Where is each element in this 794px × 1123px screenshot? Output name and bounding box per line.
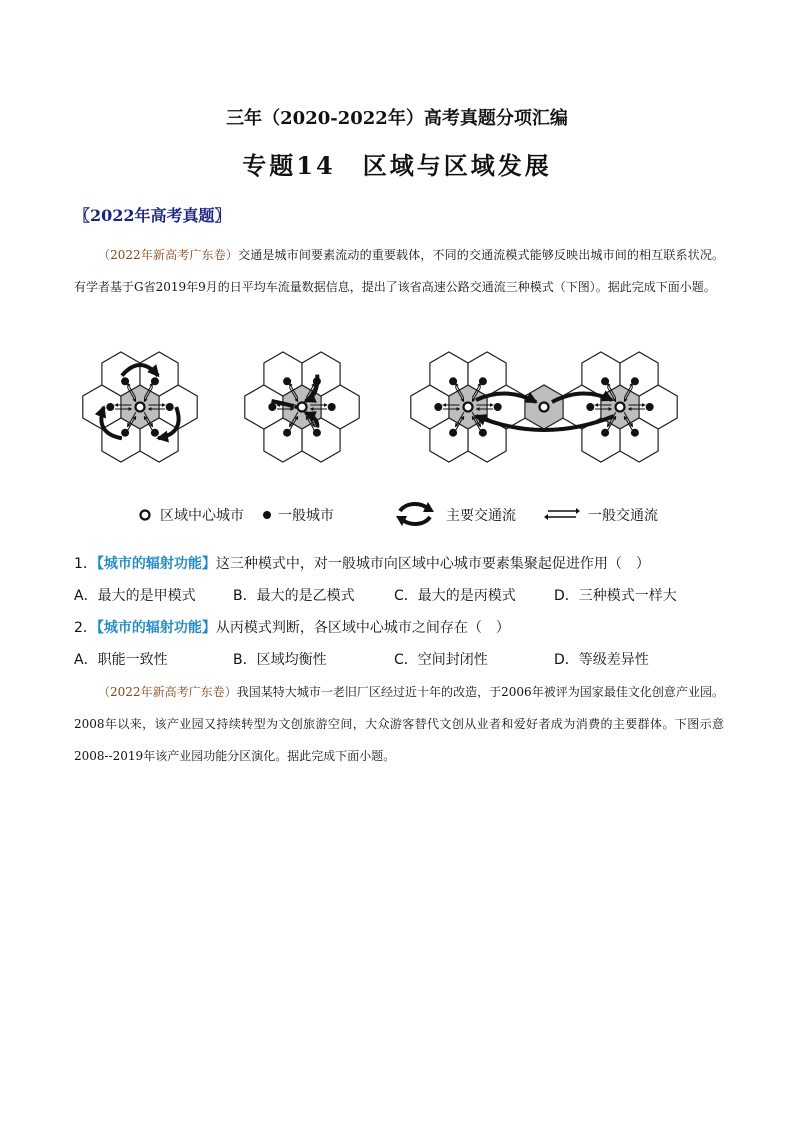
q1-option-a: A．最大的是甲模式 <box>74 588 196 604</box>
general-city-dot <box>646 403 654 411</box>
general-city-dot <box>479 377 487 385</box>
general-city-dot <box>283 377 291 385</box>
question-tag: 【城市的辐射功能】 <box>96 620 216 636</box>
general-city-dot <box>449 377 457 385</box>
q2-option-d: D．等级差异性 <box>554 652 649 668</box>
q2-option-b: B．区域均衡性 <box>233 652 327 668</box>
center-city-marker <box>136 403 145 412</box>
general-city-dot <box>631 429 639 437</box>
general-city-dot <box>601 429 609 437</box>
legend-main-flow: 主要交通流 <box>446 508 516 524</box>
q2-option-a: A．职能一致性 <box>74 652 168 668</box>
question-stem: 从丙模式判断，各区域中心城市之间存在（ ） <box>215 620 510 636</box>
question-1 <box>74 553 650 573</box>
q1-option-c: C．最大的是丙模式 <box>394 588 516 604</box>
figure-legend <box>138 500 698 530</box>
passage-2-source: （2022年新高考广东卷） <box>98 685 237 699</box>
center-city-marker <box>616 403 625 412</box>
passage-1 <box>74 239 724 303</box>
general-city-dot <box>121 377 129 385</box>
topic-title: 专题14 区域与区域发展 <box>242 151 552 180</box>
general-city-dot <box>434 403 442 411</box>
q1-option-d: D．三种模式一样大 <box>554 588 677 604</box>
general-city-dot <box>449 429 457 437</box>
general-city-dot <box>494 403 502 411</box>
general-city-dot <box>283 429 291 437</box>
passage-1-text: 交通是城市间要素流动的重要载体，不同的交通流模式能够反映出城市间的相互联系状况。有学者基于G省2019年9月的日平均车流量数据信息，提出了该省高速公路交通流三种模式（下图）。据此完成下面小题。 <box>74 248 724 294</box>
legend-general-city: 一般城市 <box>278 508 334 524</box>
legend-general-flow: 一般交通流 <box>588 508 658 524</box>
q2-option-c: C．空间封闭性 <box>394 652 488 668</box>
passage-2 <box>74 676 724 772</box>
traffic-pattern-figure <box>70 340 730 470</box>
passage-1-source: （2022年新高考广东卷） <box>98 248 239 262</box>
general-flow-arrow-icon <box>544 506 580 522</box>
question-tag: 【城市的辐射功能】 <box>96 556 216 572</box>
general-city-dot <box>601 377 609 385</box>
q1-option-b: B．最大的是乙模式 <box>233 588 355 604</box>
question-2 <box>74 617 510 637</box>
general-city-dot <box>586 403 594 411</box>
section-heading: 〖2022年高考真题〗 <box>74 206 231 225</box>
center-city-marker <box>464 403 473 412</box>
general-city-dot <box>106 403 114 411</box>
page-title: 三年（2020-2022年）高考真题分项汇编 <box>226 108 568 129</box>
main-flow-arrow-icon <box>394 500 436 528</box>
general-city-dot <box>479 429 487 437</box>
passage-2-text: 我国某特大城市一老旧厂区经过近十年的改造，于2006年被评为国家最佳文化创意产业园。2008年以来，该产业园又持续转型为文创旅游空间，大众游客替代文创从业者和爱好者成为消费的主要群体。下图示意2008--2019年该产业园功能分区演化。据此完成下面小题。 <box>74 685 724 763</box>
general-city-dot <box>151 377 159 385</box>
center-city-marker <box>540 403 549 412</box>
legend-center-city: 区域中心城市 <box>160 508 244 524</box>
general-city-marker-icon <box>262 510 272 520</box>
general-city-dot <box>328 403 336 411</box>
general-city-dot <box>631 377 639 385</box>
question-number: 1． <box>74 556 97 572</box>
center-city-marker-icon <box>138 508 152 522</box>
general-city-dot <box>313 429 321 437</box>
general-city-dot <box>121 429 129 437</box>
general-city-dot <box>151 429 159 437</box>
question-stem: 这三种模式中，对一般城市向区域中心城市要素集聚起促进作用（ ） <box>215 556 650 572</box>
general-city-dot <box>268 403 276 411</box>
general-city-dot <box>166 403 174 411</box>
center-city-marker <box>298 403 307 412</box>
general-city-dot <box>313 377 321 385</box>
question-number: 2． <box>74 620 97 636</box>
